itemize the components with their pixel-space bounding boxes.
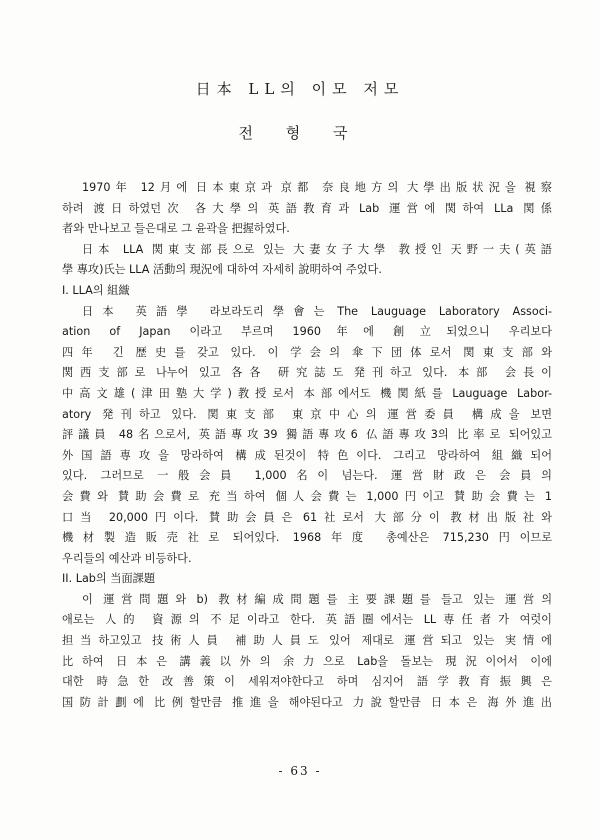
body-line: atory 発刊하고 있다. 関東支部 東京中心의 運営委員 構成을 보면 [62, 407, 552, 421]
body-line: 우리들의 예산과 비등하다. [62, 551, 192, 565]
body-line: 中高文雄(津田塾大学)教授로서 本部에서도 機関紙를 Lauguage Labor- [62, 386, 552, 400]
body-line: 日本 LLA 関東支部長으로 있는 大妻女子大學 教授인 天野一夫(英語 [82, 242, 552, 256]
body-line: 者와 만나보고 들은대로 그 윤곽을 把握하였다. [62, 222, 290, 236]
author-name: 전 형 국 [238, 124, 362, 142]
body-line: 関西支部로 나누어 있고 各各 研究誌도 発刊하고 있다. 本部 会長이 [62, 366, 552, 380]
page-number: - 63 - [278, 764, 322, 778]
body-line: 四年 긴 歴史를 갖고 있다. 이 学会의 傘下団体로서 関東支部와 [62, 345, 552, 359]
body-line: II. Lab의 当面課題 [62, 572, 156, 586]
body-line: 口当 20,000円이다. 賛助会員은 61社로서 大部分이 教材出版社와 [62, 510, 552, 524]
body-line: 이 運営問題와 b) 教材編成問題를 主要課題를 들고 있는 運営의 [82, 592, 552, 606]
body-line: 日本 英語學 라보라도리學會는 The Lauguage Laboratory Associ- [82, 304, 552, 318]
body-line: 評議員 48名으로서, 英語專攻39 獨語專攻6 仏語專攻3의 比率로 되어있고 [62, 428, 552, 442]
body-line: ation of Japan 이라고 부르며 1960年에 創立되었으니 우리보다 [62, 325, 552, 339]
body-line: 会費와 賛助会費로 充当하여 個人会費는 1,000円이고 賛助会費는 1 [62, 489, 552, 503]
body-line: 1970年 12月에 日本東京과 京都 奈良地方의 大學出版状況을 視察 [82, 181, 552, 194]
body-line: 學 專攻)氏는 LLA 活動의 現況에 대하여 자세히 說明하여 주었다. [62, 263, 382, 277]
body-line: 있다. 그러므로 一般会員 1,000名이 넘는다. 運営財政은 会員의 [62, 469, 552, 483]
body-line: 比하여 日本은 講義以外의 余力으로 Lab을 돌보는 現況이어서 이에 [62, 654, 552, 668]
body-line: 担当하고있고 技術人員 補助人員도 있어 제대로 運営되고 있는 実情에 [62, 634, 552, 648]
body-line: 애로는 人的 資源의 不足이라고 한다. 英語圈에서는 LL専任者가 여럿이 [62, 613, 552, 627]
body-line: 대한 時急한 改善策이 세워져야한다고 하며 심지어 語学教育振興은 [62, 675, 552, 689]
body-line: 하려 渡日하였던次 各大學의 英語教育과 Lab 運営에 関하여 LLa 関係 [62, 201, 552, 215]
document-title: 日本 LL의 이모 저모 [195, 80, 405, 98]
body-line: 国防計劃에 比例할만큼 推進을 해야된다고 力說할만큼 日本은 海外進出 [62, 695, 552, 709]
body-line: 外国語専攻을 망라하여 構成된것이 特色이다. 그리고 망라하여 組織되어 [62, 448, 552, 462]
body-text [62, 178, 552, 713]
body-line: I. LLA의 組織 [62, 283, 130, 297]
body-line: 機材製造販売社로 되어있다. 1968年度 총예산은 715,230円이므로 [62, 531, 552, 545]
